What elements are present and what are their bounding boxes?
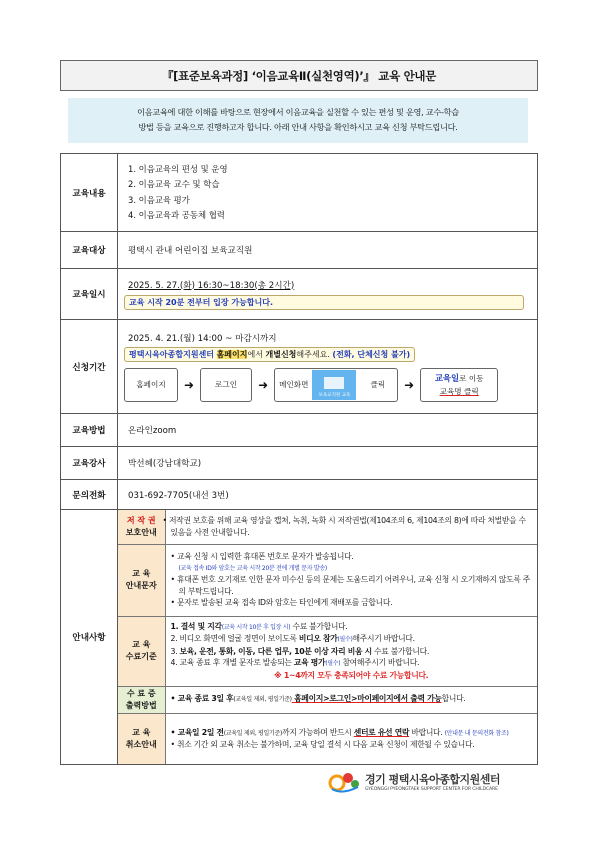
- apply-instruction: [124, 347, 415, 362]
- cancel-label-1: 교 육: [132, 727, 151, 737]
- copyright-label-1: 저 작 권: [126, 515, 156, 525]
- apply-tail: 해주세요.: [296, 349, 333, 359]
- flow-step-course: [420, 368, 498, 402]
- cancel-label-2: 취소안내: [125, 739, 157, 749]
- method-label: 교육방법: [61, 414, 118, 447]
- flow-step-main: [274, 368, 398, 402]
- completion-warning: ※ 1~4까지 모두 충족되어야 수료 가능합니다.: [274, 670, 429, 680]
- target-row: [61, 232, 538, 269]
- schedule-note: 교육 시작 20분 전부터 입장 가능합니다.: [124, 295, 524, 310]
- content-row: [61, 154, 538, 232]
- content-item: 4. 이음교육과 공동체 협력: [128, 210, 225, 220]
- page-title: 『[표준보육과정] ‘이음교육Ⅱ(실천영역)’』 교육 안내문: [60, 60, 538, 91]
- completion-1: 1. 결석 및 지각(교육 시작 10분 후 입장 시) 수료 불가합니다.: [170, 621, 348, 631]
- completion-label-1: 교 육: [132, 640, 151, 649]
- cancel-text: [165, 713, 537, 764]
- sms-line-3: • 문자로 발송된 교육 접속 ID와 암호는 타인에게 재배포를 금합니다.: [170, 598, 393, 608]
- certificate-label-2: 출력방법: [125, 700, 157, 710]
- flow-step-main-label: 메인화면: [279, 380, 309, 389]
- flow-course-day: 교육일: [434, 372, 460, 383]
- cancel-label: [118, 713, 165, 764]
- schedule-row: [61, 269, 538, 320]
- intro-box: [68, 98, 528, 143]
- apply-word: 개별신청: [265, 349, 297, 359]
- apply-flow: [124, 368, 537, 402]
- sms-line-1: • 교육 신청 시 입력한 휴대폰 번호로 문자가 발송됩니다.: [170, 552, 354, 562]
- completion-text: [165, 616, 537, 686]
- footer-logo: [328, 769, 500, 793]
- flow-step-homepage: 홈페이지: [124, 368, 178, 402]
- contact-label: 문의전화: [61, 480, 118, 510]
- intro-line-2: 방법 등을 교육으로 진행하고자 합니다. 아래 안내 사항을 확인하시고 교육 신청 부탁드립니다.: [138, 122, 458, 132]
- copyright-text: • 저작권 보호를 위해 교육 영상을 캡쳐, 녹취, 녹화 시 저작권법(제104조의 6, 제104조의 8)에 따라 처벌받을 수 있음을 사전 안내합니다.: [165, 510, 537, 544]
- arrow-icon: ➜: [258, 377, 269, 392]
- cancel-row: [118, 713, 537, 764]
- content-item: 2. 이음교육 교수 및 학습: [128, 179, 220, 189]
- content-item: 3. 이음교육 평가: [128, 194, 190, 205]
- sms-text: [165, 544, 537, 616]
- content-label: 교육내용: [61, 154, 118, 232]
- center-logo-icon: [328, 769, 362, 793]
- copyright-row: [118, 510, 537, 544]
- completion-row: [118, 616, 537, 686]
- completion-label: [118, 616, 165, 686]
- content-list: [118, 154, 538, 232]
- arrow-icon: ➜: [184, 377, 195, 392]
- completion-2: 2. 비디오 화면에 얼굴 정면이 보이도록 비디오 참가(필수)해주시기 바랍니다.: [170, 634, 415, 644]
- homepage-link[interactable]: 홈페이지: [216, 349, 248, 359]
- apply-label: 신청기간: [61, 320, 118, 414]
- copyright-label-2: 보호안내: [125, 527, 157, 537]
- lecturer-value: 박선혜(강남대학교): [118, 447, 538, 480]
- center-name-en: GYEONGGI PYEONGTAEK SUPPORT CENTER FOR CHILDCARE: [365, 786, 498, 792]
- book-icon: [312, 370, 356, 400]
- flow-click-label: 클릭: [370, 380, 386, 389]
- sms-line-2: • 휴대폰 번호 오기재로 인한 문자 미수신 등의 문제는 도움드리기 어려우니, 교육 신청 시 오기재하지 않도록 주의 부탁드립니다.: [170, 575, 531, 596]
- notices-table: [118, 510, 537, 764]
- completion-4: 4. 교육 종료 후 개별 문자로 발송되는 교육 평가(필수) 참여해주시기 바랍니다.: [170, 658, 420, 668]
- flow-step-login: 로그인: [200, 368, 252, 402]
- sms-row: [118, 544, 537, 616]
- certificate-label: [118, 686, 165, 713]
- center-name: 평택시육아종합지원센터: [129, 349, 215, 359]
- apply-period: 2025. 4. 21.(월) 14:00 ~ 마감시까지: [128, 333, 277, 344]
- completion-label-2: 수료기준: [125, 652, 157, 661]
- sms-line-1-small: (교육 접속 ID와 암호는 교육 시작 20분 전에 개별 문자 발송): [178, 564, 327, 572]
- sms-label-1: 교 육: [132, 569, 151, 578]
- completion-3: 3. 보육, 운전, 통화, 이동, 다른 업무, 10분 이상 자리 비움 시 수료 불가합니다.: [170, 646, 430, 656]
- center-name-footer: 경기 평택시육아종합지원센터: [365, 772, 500, 786]
- sms-label: [118, 544, 165, 616]
- contact-value: 031-692-7705(내선 3번): [118, 480, 538, 510]
- contact-row: [61, 480, 538, 510]
- cancel-line-2: • 취소 기간 외 교육 취소는 불가하며, 교육 당일 결석 시 다음 교육 신청이 제한될 수 있습니다.: [170, 740, 475, 750]
- method-row: [61, 414, 538, 447]
- content-item: 1. 이음교육의 편성 및 운영: [128, 163, 228, 174]
- method-value: 온라인zoom: [118, 414, 538, 447]
- notices-cell: [118, 510, 538, 765]
- intro-line-1: 이음교육에 대한 이해를 바탕으로 현장에서 이음교육을 실천할 수 있는 편성 및 운영, 교수-학습: [137, 107, 459, 117]
- schedule-value: 2025. 5. 27.(화) 16:30~18:30(총 2시간): [128, 280, 295, 291]
- notices-row: [61, 510, 538, 765]
- certificate-row: [118, 686, 537, 713]
- sms-label-2: 안내문자: [125, 581, 157, 590]
- copyright-label: [118, 510, 165, 544]
- flow-course-move: 로 이동: [459, 373, 484, 383]
- apply-middle: 에서: [247, 349, 266, 359]
- apply-cell: [118, 320, 538, 414]
- lecturer-label: 교육강사: [61, 447, 118, 480]
- target-value: 평택시 관내 어린이집 보육교직원: [118, 232, 538, 269]
- schedule-cell: [118, 269, 538, 320]
- arrow-icon: ➜: [404, 377, 415, 392]
- cancel-line-1: • 교육일 2일 전(교육일 제외, 평일기준)까지 가능하며 반드시 센터로 유선 연락 바랍니다. (안내문 내 문의전화 참조): [170, 727, 509, 737]
- apply-row: [61, 320, 538, 414]
- book-caption: 보육교직원 교육: [318, 392, 351, 398]
- certificate-label-1: 수 료 증: [126, 688, 156, 698]
- info-table: [60, 153, 538, 765]
- target-label: 교육대상: [61, 232, 118, 269]
- notices-label: 안내사항: [61, 510, 118, 765]
- apply-group-note: (전화, 단체신청 불가): [332, 349, 411, 359]
- flow-course-click: 교육명 클릭: [439, 386, 479, 396]
- lecturer-row: [61, 447, 538, 480]
- schedule-label: 교육일시: [61, 269, 118, 320]
- certificate-text: • 교육 종료 3일 후(교육일 제외, 평일기준) 홈페이지>로그인>마이페이지에서 출력 가능합니다.: [165, 686, 537, 713]
